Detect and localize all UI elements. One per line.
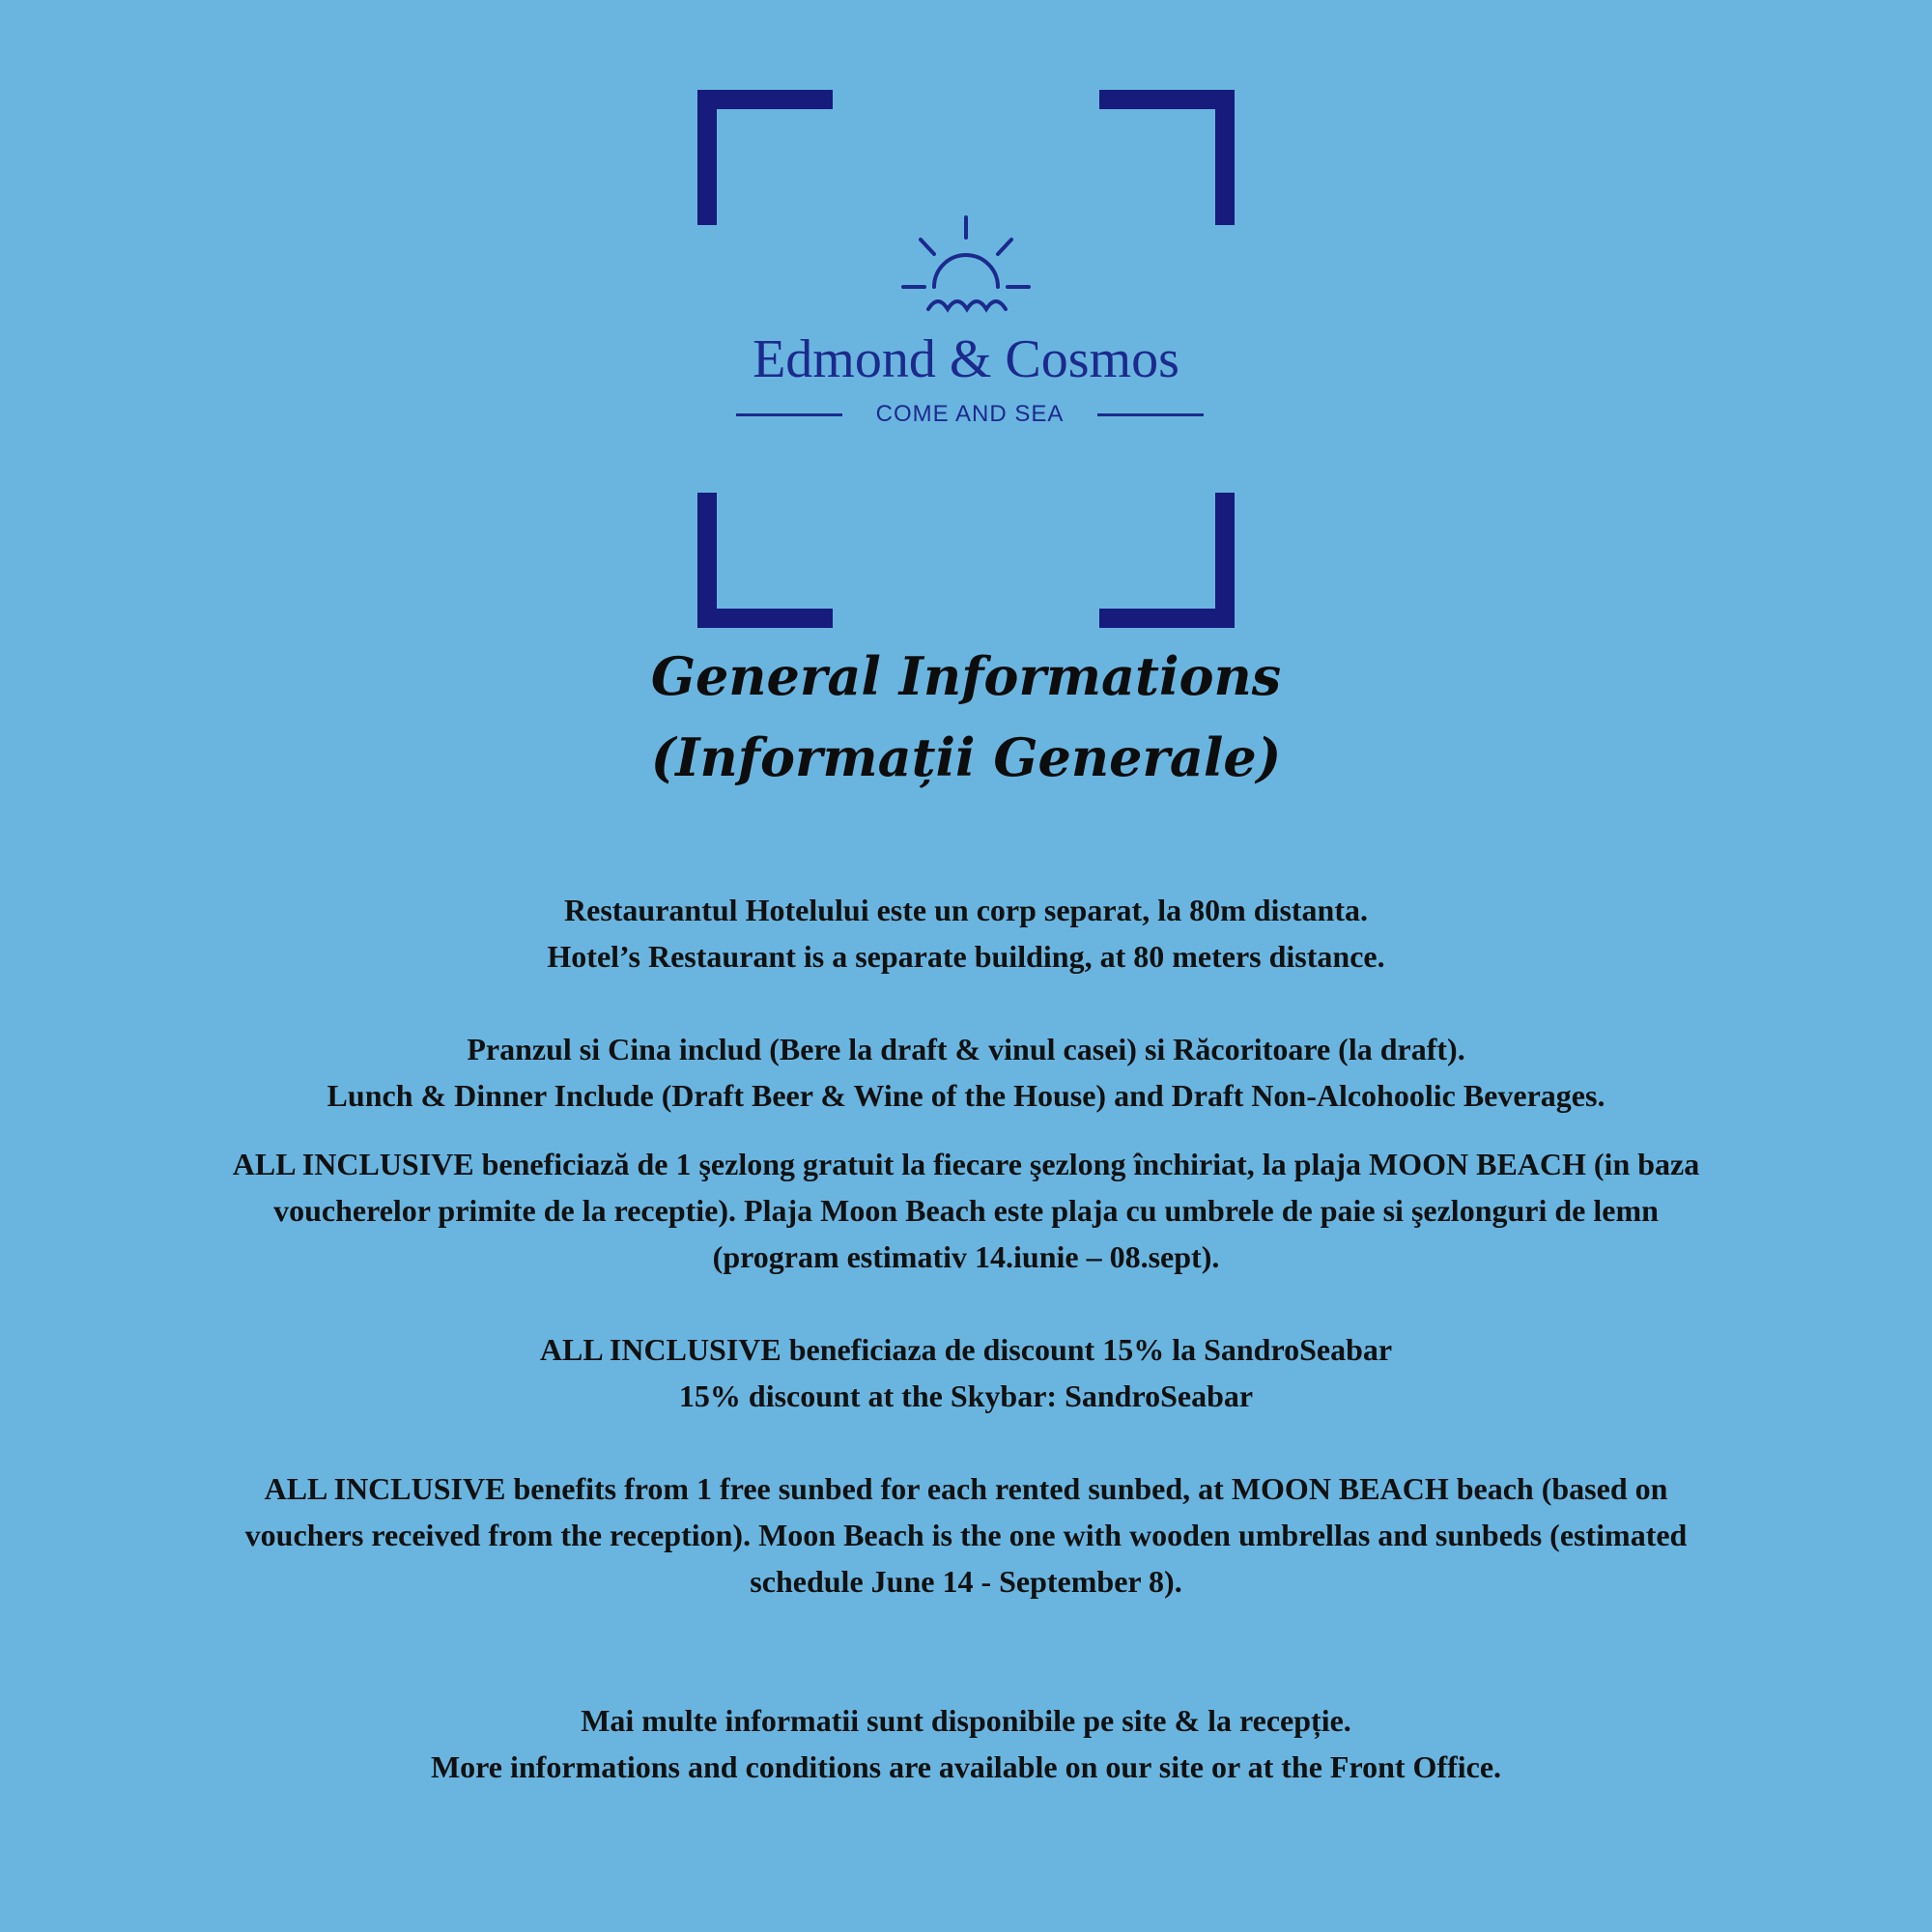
tagline-right-rule: [1097, 413, 1204, 416]
sun-over-waves-icon: [894, 213, 1038, 319]
bracket-bottom-right: [1099, 493, 1235, 628]
meals-included-ro: Pranzul si Cina includ (Bere la draft & vinul casei) si Răcoritoare (la draft).: [467, 1032, 1465, 1066]
bracket-top-left: [697, 90, 833, 225]
page-title: General Informations: [650, 645, 1282, 707]
bracket-bottom-left: [697, 493, 833, 628]
tagline-left-rule: [736, 413, 842, 416]
info-more-details: [232, 1697, 1700, 1790]
seabar-discount-ro: ALL INCLUSIVE beneficiaza de discount 15% la SandroSeabar: [539, 1332, 1393, 1367]
info-content: [232, 887, 1700, 1790]
restaurant-location-en: Hotel’s Restaurant is a separate building, at 80 meters distance.: [547, 939, 1385, 974]
info-meals-included: [232, 1026, 1700, 1119]
info-restaurant-location: [232, 887, 1700, 980]
page-subtitle: (Informații Generale): [650, 726, 1282, 788]
beach-sunbed-ro: ALL INCLUSIVE beneficiază de 1 şezlong gratuit la fiecare şezlong închiriat, la plaja MOON BEACH (in baza voucherelor primite de la receptie). Plaja Moon Beach este plaja cu umbrele de paie si şezlonguri de lemn (program estimativ 14.iunie – 08.sept).: [232, 1147, 1700, 1274]
bracket-top-right: [1099, 90, 1235, 225]
beach-sunbed-en: ALL INCLUSIVE benefits from 1 free sunbed for each rented sunbed, at MOON BEACH beach (based on vouchers received from the reception). Moon Beach is the one with wooden umbrellas and sunbeds (estimated schedule June 14 - September 8).: [244, 1471, 1688, 1599]
info-beach-sunbed-ro: [232, 1141, 1700, 1280]
more-details-en: More informations and conditions are available on our site or at the Front Office.: [430, 1749, 1502, 1784]
info-seabar-discount: [232, 1326, 1700, 1419]
more-details-ro: Mai multe informatii sunt disponibile pe site & la recepție.: [581, 1703, 1351, 1738]
meals-included-en: Lunch & Dinner Include (Draft Beer & Wine of the House) and Draft Non-Alcohoolic Beverages.: [327, 1078, 1605, 1113]
brand-tagline: COME AND SEA: [875, 401, 1065, 427]
seabar-discount-en: 15% discount at the Skybar: SandroSeabar: [678, 1378, 1254, 1413]
brand-name: Edmond & Cosmos: [753, 329, 1179, 389]
info-beach-sunbed-en: [232, 1465, 1700, 1605]
restaurant-location-ro: Restaurantul Hotelului este un corp separat, la 80m distanta.: [564, 893, 1368, 927]
brand-tagline-row: [736, 400, 1204, 429]
